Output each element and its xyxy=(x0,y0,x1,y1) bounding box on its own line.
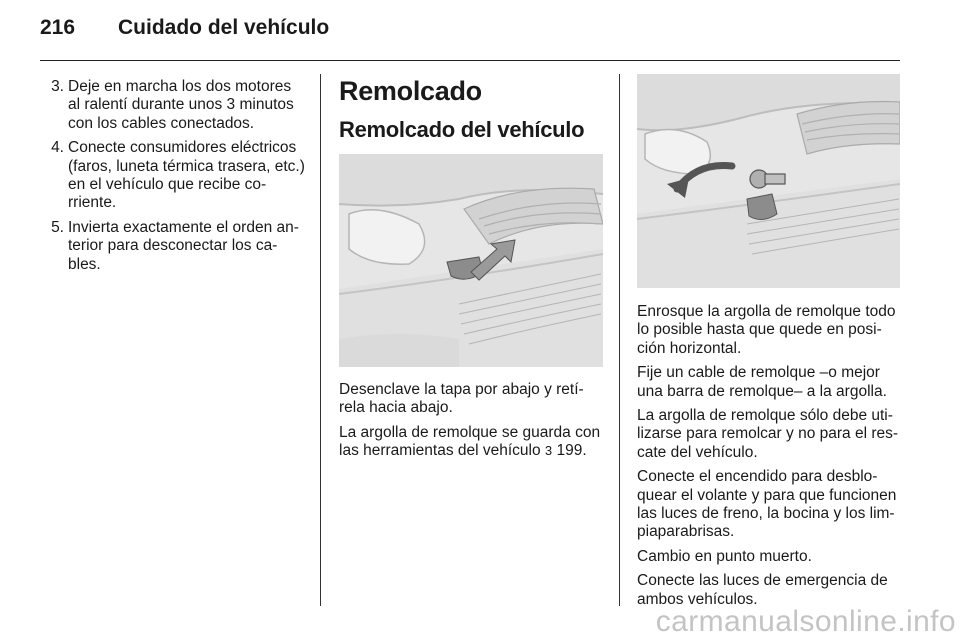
step-text: Invierta exactamente el orden an-terior para desconectar los ca-bles. xyxy=(68,218,299,273)
section-title: Remolcado xyxy=(339,76,482,106)
subsection-title: Remolcado del vehículo xyxy=(339,117,585,142)
list-item xyxy=(40,78,306,133)
page-reference: 199. xyxy=(556,442,587,460)
paragraph: Fije un cable de remolque –o mejor una barra de remolque– a la argolla. xyxy=(637,364,887,400)
page-reference-icon: 3 xyxy=(544,443,553,459)
page-title: Cuidado del vehículo xyxy=(118,16,330,39)
step-number: 3. xyxy=(51,78,64,95)
step-text: Conecte consumidores eléctricos (faros, luneta térmica trasera, etc.) en el vehículo que recibe co-rriente. xyxy=(68,139,305,212)
car-front-illustration xyxy=(339,154,603,367)
page-number: 216 xyxy=(40,16,76,39)
step-number: 4. xyxy=(51,139,64,157)
page-header xyxy=(40,16,329,46)
list-item xyxy=(40,139,306,213)
paragraph xyxy=(339,424,603,461)
step-number: 5. xyxy=(51,218,64,236)
steps-list xyxy=(40,78,306,274)
watermark: carmanualsonline.info xyxy=(655,605,956,638)
paragraph: Conecte las luces de emergencia de ambos vehículos. xyxy=(637,572,888,608)
paragraph: Enrosque la argolla de remolque todo lo posible hasta que quede en posi-ción horizontal. xyxy=(637,303,896,357)
figure-tow-eye xyxy=(637,74,900,288)
paragraph: Cambio en punto muerto. xyxy=(637,547,812,565)
list-item xyxy=(40,219,306,274)
column-3 xyxy=(637,74,900,615)
figure-tow-cover xyxy=(339,154,603,367)
column-1 xyxy=(40,74,306,280)
paragraph: Conecte el encendido para desblo-quear el volante y para que funcionen las luces de freno, la bocina y los lim-piaparabrisas. xyxy=(637,468,897,541)
column-divider-right xyxy=(619,74,620,606)
step-text: Deje en marcha los dos motores al ralentí durante unos 3 minutos con los cables conectados. xyxy=(68,78,294,132)
paragraph: Desenclave la tapa por abajo y retí-rela hacia abajo. xyxy=(339,381,584,417)
paragraph-text: La argolla de remolque se guarda con las herramientas del vehículo xyxy=(339,423,601,460)
paragraph: La argolla de remolque sólo debe uti-lizarse para remolcar y no para el res-cate del vehículo. xyxy=(637,407,899,461)
header-rule xyxy=(40,60,900,61)
tow-eye-illustration xyxy=(637,74,900,288)
column-divider-left xyxy=(320,74,321,606)
column-2 xyxy=(339,74,603,467)
